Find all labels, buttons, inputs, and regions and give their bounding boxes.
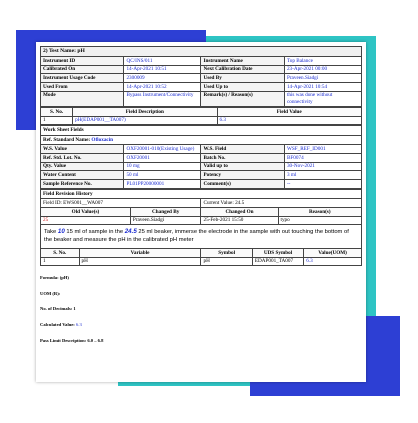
column-header: Old Value(s) — [41, 207, 131, 216]
label: Batch No. — [201, 153, 284, 162]
label: Mode — [41, 91, 124, 106]
column-header: Symbol — [201, 248, 252, 257]
uom: UOM (R): — [40, 290, 61, 296]
changed-on: 25-Feb-2021 15:50 — [201, 216, 278, 225]
column-header: Changed By — [130, 207, 201, 216]
instrument-name: Top Balance — [284, 56, 361, 65]
label: Ref. Std. Lot. No. — [41, 153, 124, 162]
column-header: Reason(s) — [278, 207, 361, 216]
label: Calibrated On — [41, 65, 124, 74]
ws-field: WSF_REF_ID001 — [284, 145, 361, 154]
table-cell: pH(EDAP001__TA007) — [73, 116, 217, 125]
formula: Formula: (pH) — [40, 275, 69, 281]
instruction-text — [40, 225, 362, 248]
ref-standard-name: Ofloxacin — [91, 136, 114, 143]
column-header: Field Description — [73, 107, 217, 116]
sample-ref: PL01PP20000001 — [124, 180, 201, 189]
usage-code: 2300009 — [124, 74, 201, 83]
instruction-value: 24.5 — [124, 228, 137, 236]
label: Used By — [201, 74, 284, 83]
column-header: Value(UOM) — [304, 248, 362, 257]
table-cell: 6.3 — [217, 116, 361, 125]
used-upto: 14-Apr-2021 10:54 — [284, 83, 361, 92]
water-content: 50 ml — [124, 171, 201, 180]
used-from: 14-Apr-2021 10:52 — [124, 83, 201, 92]
table-cell: 1 — [41, 116, 73, 125]
calculation-footer — [40, 276, 362, 343]
remarks: this was done without connectivity — [284, 91, 361, 106]
calculated-value: 6.3 — [76, 322, 82, 328]
label: Instrument Usage Code — [41, 74, 124, 83]
table-cell: 6.3 — [304, 257, 362, 266]
label: Instrument Name — [201, 56, 284, 65]
column-header: Field Value — [217, 107, 361, 116]
mode: Bypass Instrument/Connectivity — [124, 91, 201, 106]
batch-no: BF0074 — [284, 153, 361, 162]
instruction-value: 10 — [57, 228, 65, 236]
instruction-part: 15 ml of sample in the — [66, 229, 124, 236]
column-header: Changed On — [201, 207, 278, 216]
field-id: Field ID: EWS001__WA007 — [41, 199, 201, 208]
label: Remark(s) / Reason(s) — [201, 91, 284, 106]
table-cell: EDAP001_TA007 — [252, 257, 303, 266]
instruction-part: Take — [44, 229, 57, 236]
ref-standard-row — [40, 135, 362, 145]
instrument-table — [40, 56, 362, 107]
label: Comment(s) — [201, 180, 284, 189]
label: Qty. Value — [41, 162, 124, 171]
field-table — [40, 107, 362, 125]
used-by: Praveen.Siadgi — [284, 74, 361, 83]
label: Instrument ID — [41, 56, 124, 65]
instruction-part: 25 ml beaker, immerse the electrode in the sample with out touching the bottom of the beaker and measure the pH in the calibrated pH meter — [44, 229, 349, 244]
label: W.S. Value — [41, 145, 124, 154]
label: Valid up to — [201, 162, 284, 171]
valid-upto: 30-Nov-2021 — [284, 162, 361, 171]
old-value: 25 — [41, 216, 131, 225]
potency: 3 ml — [284, 171, 361, 180]
pass-limit: Pass Limit Description: 6.0 – 6.8 — [40, 337, 104, 343]
column-header: S. No. — [41, 248, 80, 257]
table-cell: pH — [79, 257, 201, 266]
label: Used From — [41, 83, 124, 92]
calibrated-on: 14-Apr-2021 10:51 — [124, 65, 201, 74]
document-sheet — [36, 42, 366, 382]
calculated-label: Calculated Value: — [40, 322, 75, 328]
worksheet-table — [40, 144, 362, 188]
section-title: 2) Test Name: pH — [40, 46, 362, 56]
label: Potency — [201, 171, 284, 180]
label: Next Calibration Date — [201, 65, 284, 74]
decimals: No. of Decimals: 1 — [40, 306, 76, 312]
reason: typo — [278, 216, 361, 225]
table-cell: 1 — [41, 257, 80, 266]
instrument-id: QC/INS/011 — [124, 56, 201, 65]
label: Water Content — [41, 171, 124, 180]
qty-value: 10 mg — [124, 162, 201, 171]
ref-lot: OXF20001 — [124, 153, 201, 162]
ws-value: OXF20001-010(Existing Usage) — [124, 145, 201, 154]
current-value: Current Value: 24.5 — [201, 199, 362, 208]
revision-table — [40, 198, 362, 225]
ref-standard-label: Ref. Standard Name: — [43, 136, 91, 143]
column-header: UDS Symbol — [252, 248, 303, 257]
label: Sample Reference No. — [41, 180, 124, 189]
label: W.S. Field — [201, 145, 284, 154]
revision-heading: Field Revision History — [40, 189, 362, 199]
changed-by: Praveen.Siadgi — [130, 216, 201, 225]
worksheet-heading: Work Sheet Fields — [40, 125, 362, 135]
column-header: Variable — [79, 248, 201, 257]
comments: -- — [284, 180, 361, 189]
table-cell: pH — [201, 257, 252, 266]
variables-table — [40, 248, 362, 266]
next-calibration: 23-Apr-2021 00:00 — [284, 65, 361, 74]
column-header: S. No. — [41, 107, 73, 116]
label: Used Up to — [201, 83, 284, 92]
